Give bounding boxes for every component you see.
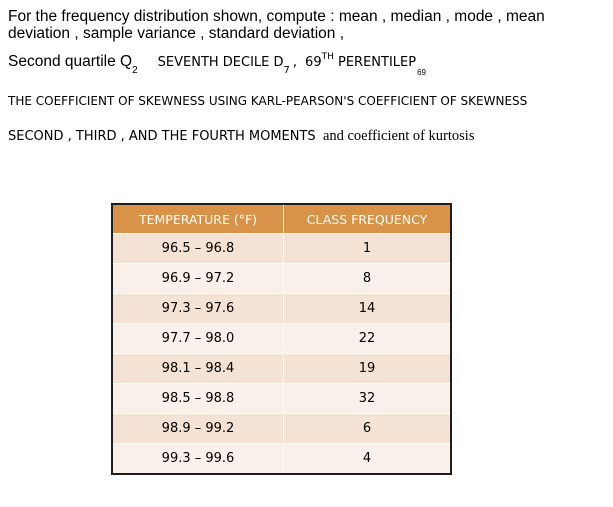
interval-cell: 97.3 – 97.6 bbox=[112, 294, 284, 324]
table-row bbox=[112, 324, 451, 354]
table-row bbox=[112, 294, 451, 324]
interval-cell: 97.7 – 98.0 bbox=[112, 324, 284, 354]
seventh-decile-subscript: 7 bbox=[283, 65, 290, 76]
temperature-header: TEMPERATURE (°F) bbox=[112, 204, 284, 234]
table-row bbox=[112, 354, 451, 384]
frequency-cell: 1 bbox=[284, 234, 452, 264]
table-row bbox=[112, 384, 451, 414]
table-row bbox=[112, 444, 451, 475]
percentile-superscript: TH bbox=[321, 52, 334, 62]
frequency-cell: 8 bbox=[284, 264, 452, 294]
second-quartile-label: Second quartile Q bbox=[8, 53, 133, 70]
table-header-row bbox=[112, 204, 451, 234]
question-line-2: deviation , sample variance , standard deviation , bbox=[8, 25, 345, 42]
kurtosis-label: and coefficient of kurtosis bbox=[322, 128, 475, 144]
percentile-subscript: 69 bbox=[417, 68, 426, 77]
seventh-decile-label: SEVENTH DECILE D bbox=[157, 55, 284, 70]
moments-label: SECOND , THIRD , AND THE FOURTH MOMENTS bbox=[8, 129, 316, 144]
table-row bbox=[112, 414, 451, 444]
interval-cell: 99.3 – 99.6 bbox=[112, 444, 284, 475]
frequency-cell: 6 bbox=[284, 414, 452, 444]
frequency-cell: 4 bbox=[284, 444, 452, 475]
interval-cell: 96.9 – 97.2 bbox=[112, 264, 284, 294]
question-line-3 bbox=[8, 52, 426, 77]
table-row bbox=[112, 264, 451, 294]
question-line-5 bbox=[8, 128, 474, 145]
frequency-cell: 19 bbox=[284, 354, 452, 384]
second-quartile-subscript: 2 bbox=[132, 65, 138, 76]
table-row bbox=[112, 234, 451, 264]
frequency-header: CLASS FREQUENCY bbox=[284, 204, 452, 234]
interval-cell: 98.5 – 98.8 bbox=[112, 384, 284, 414]
frequency-cell: 14 bbox=[284, 294, 452, 324]
frequency-table bbox=[111, 203, 452, 475]
percentile-number: 69 bbox=[305, 55, 322, 70]
frequency-cell: 32 bbox=[284, 384, 452, 414]
interval-cell: 98.1 – 98.4 bbox=[112, 354, 284, 384]
frequency-cell: 22 bbox=[284, 324, 452, 354]
question-line-4: THE COEFFICIENT OF SKEWNESS USING KARL-PEARSON'S COEFFICIENT OF SKEWNESS bbox=[8, 94, 528, 108]
percentile-label: PERENTILEP bbox=[333, 55, 417, 70]
interval-cell: 96.5 – 96.8 bbox=[112, 234, 284, 264]
question-line-1: For the frequency distribution shown, compute : mean , median , mode , mean bbox=[8, 8, 545, 25]
separator-comma: , bbox=[292, 55, 298, 70]
interval-cell: 98.9 – 99.2 bbox=[112, 414, 284, 444]
